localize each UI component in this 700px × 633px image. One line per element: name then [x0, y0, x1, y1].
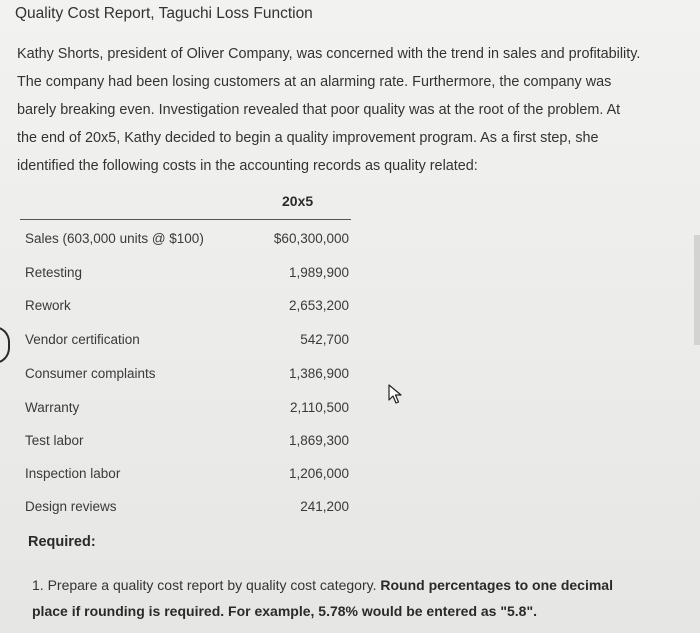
instruction-bold-line1: Round percentages to one decimal: [380, 577, 613, 593]
table-row: [20, 296, 352, 318]
row-label: Sales (603,000 units @ $100): [25, 231, 204, 246]
instruction-bold-line2: place if rounding is required. For example, 5.78% would be entered as "5.8".: [32, 603, 537, 619]
row-amount: 2,110,500: [289, 400, 349, 415]
page-curl-mark: [0, 326, 10, 364]
table-row: [20, 497, 352, 519]
table-column-header: 20x5: [282, 193, 314, 209]
row-amount: 542,700: [300, 332, 349, 347]
scrollbar[interactable]: [694, 235, 700, 345]
intro-line: The company had been losing customers at an alarming rate. Furthermore, the company was: [17, 74, 612, 90]
instruction-prefix: 1. Prepare a quality cost report by quality cost category.: [32, 577, 381, 593]
row-amount: 1,869,300: [288, 433, 349, 448]
intro-line: barely breaking even. Investigation revealed that poor quality was at the root of the problem. At: [17, 102, 621, 118]
mouse-pointer-icon: [387, 384, 403, 404]
intro-paragraph: [17, 40, 697, 180]
table-row: [20, 464, 352, 486]
row-amount: $60,300,000: [273, 231, 349, 246]
page-title: Quality Cost Report, Taguchi Loss Function: [15, 5, 313, 22]
table-row: [20, 431, 352, 453]
row-label: Retesting: [25, 265, 83, 280]
instruction-text: [32, 572, 682, 624]
row-amount: 2,653,200: [288, 298, 349, 313]
row-label: Rework: [25, 298, 71, 313]
row-amount: 1,206,000: [288, 466, 349, 481]
row-label: Warranty: [25, 400, 80, 415]
intro-line: Kathy Shorts, president of Oliver Company, was concerned with the trend in sales and profitability.: [17, 46, 641, 62]
row-amount: 1,989,900: [288, 265, 349, 280]
table-header-rule: [20, 219, 351, 220]
row-label: Consumer complaints: [25, 366, 156, 381]
table-row: [20, 398, 352, 420]
row-label: Design reviews: [25, 499, 117, 514]
row-amount: 241,200: [300, 499, 349, 514]
table-row: [20, 229, 352, 251]
required-heading: Required:: [28, 534, 96, 550]
table-row: [20, 330, 352, 352]
row-label: Inspection labor: [25, 466, 121, 481]
table-row: [20, 263, 352, 285]
row-label: Vendor certification: [25, 332, 140, 347]
row-amount: 1,386,900: [288, 366, 349, 381]
intro-line: the end of 20x5, Kathy decided to begin a quality improvement program. As a first step, she: [17, 130, 599, 146]
row-label: Test labor: [25, 433, 84, 448]
intro-line: identified the following costs in the accounting records as quality related:: [17, 158, 478, 174]
table-row: [20, 364, 352, 386]
